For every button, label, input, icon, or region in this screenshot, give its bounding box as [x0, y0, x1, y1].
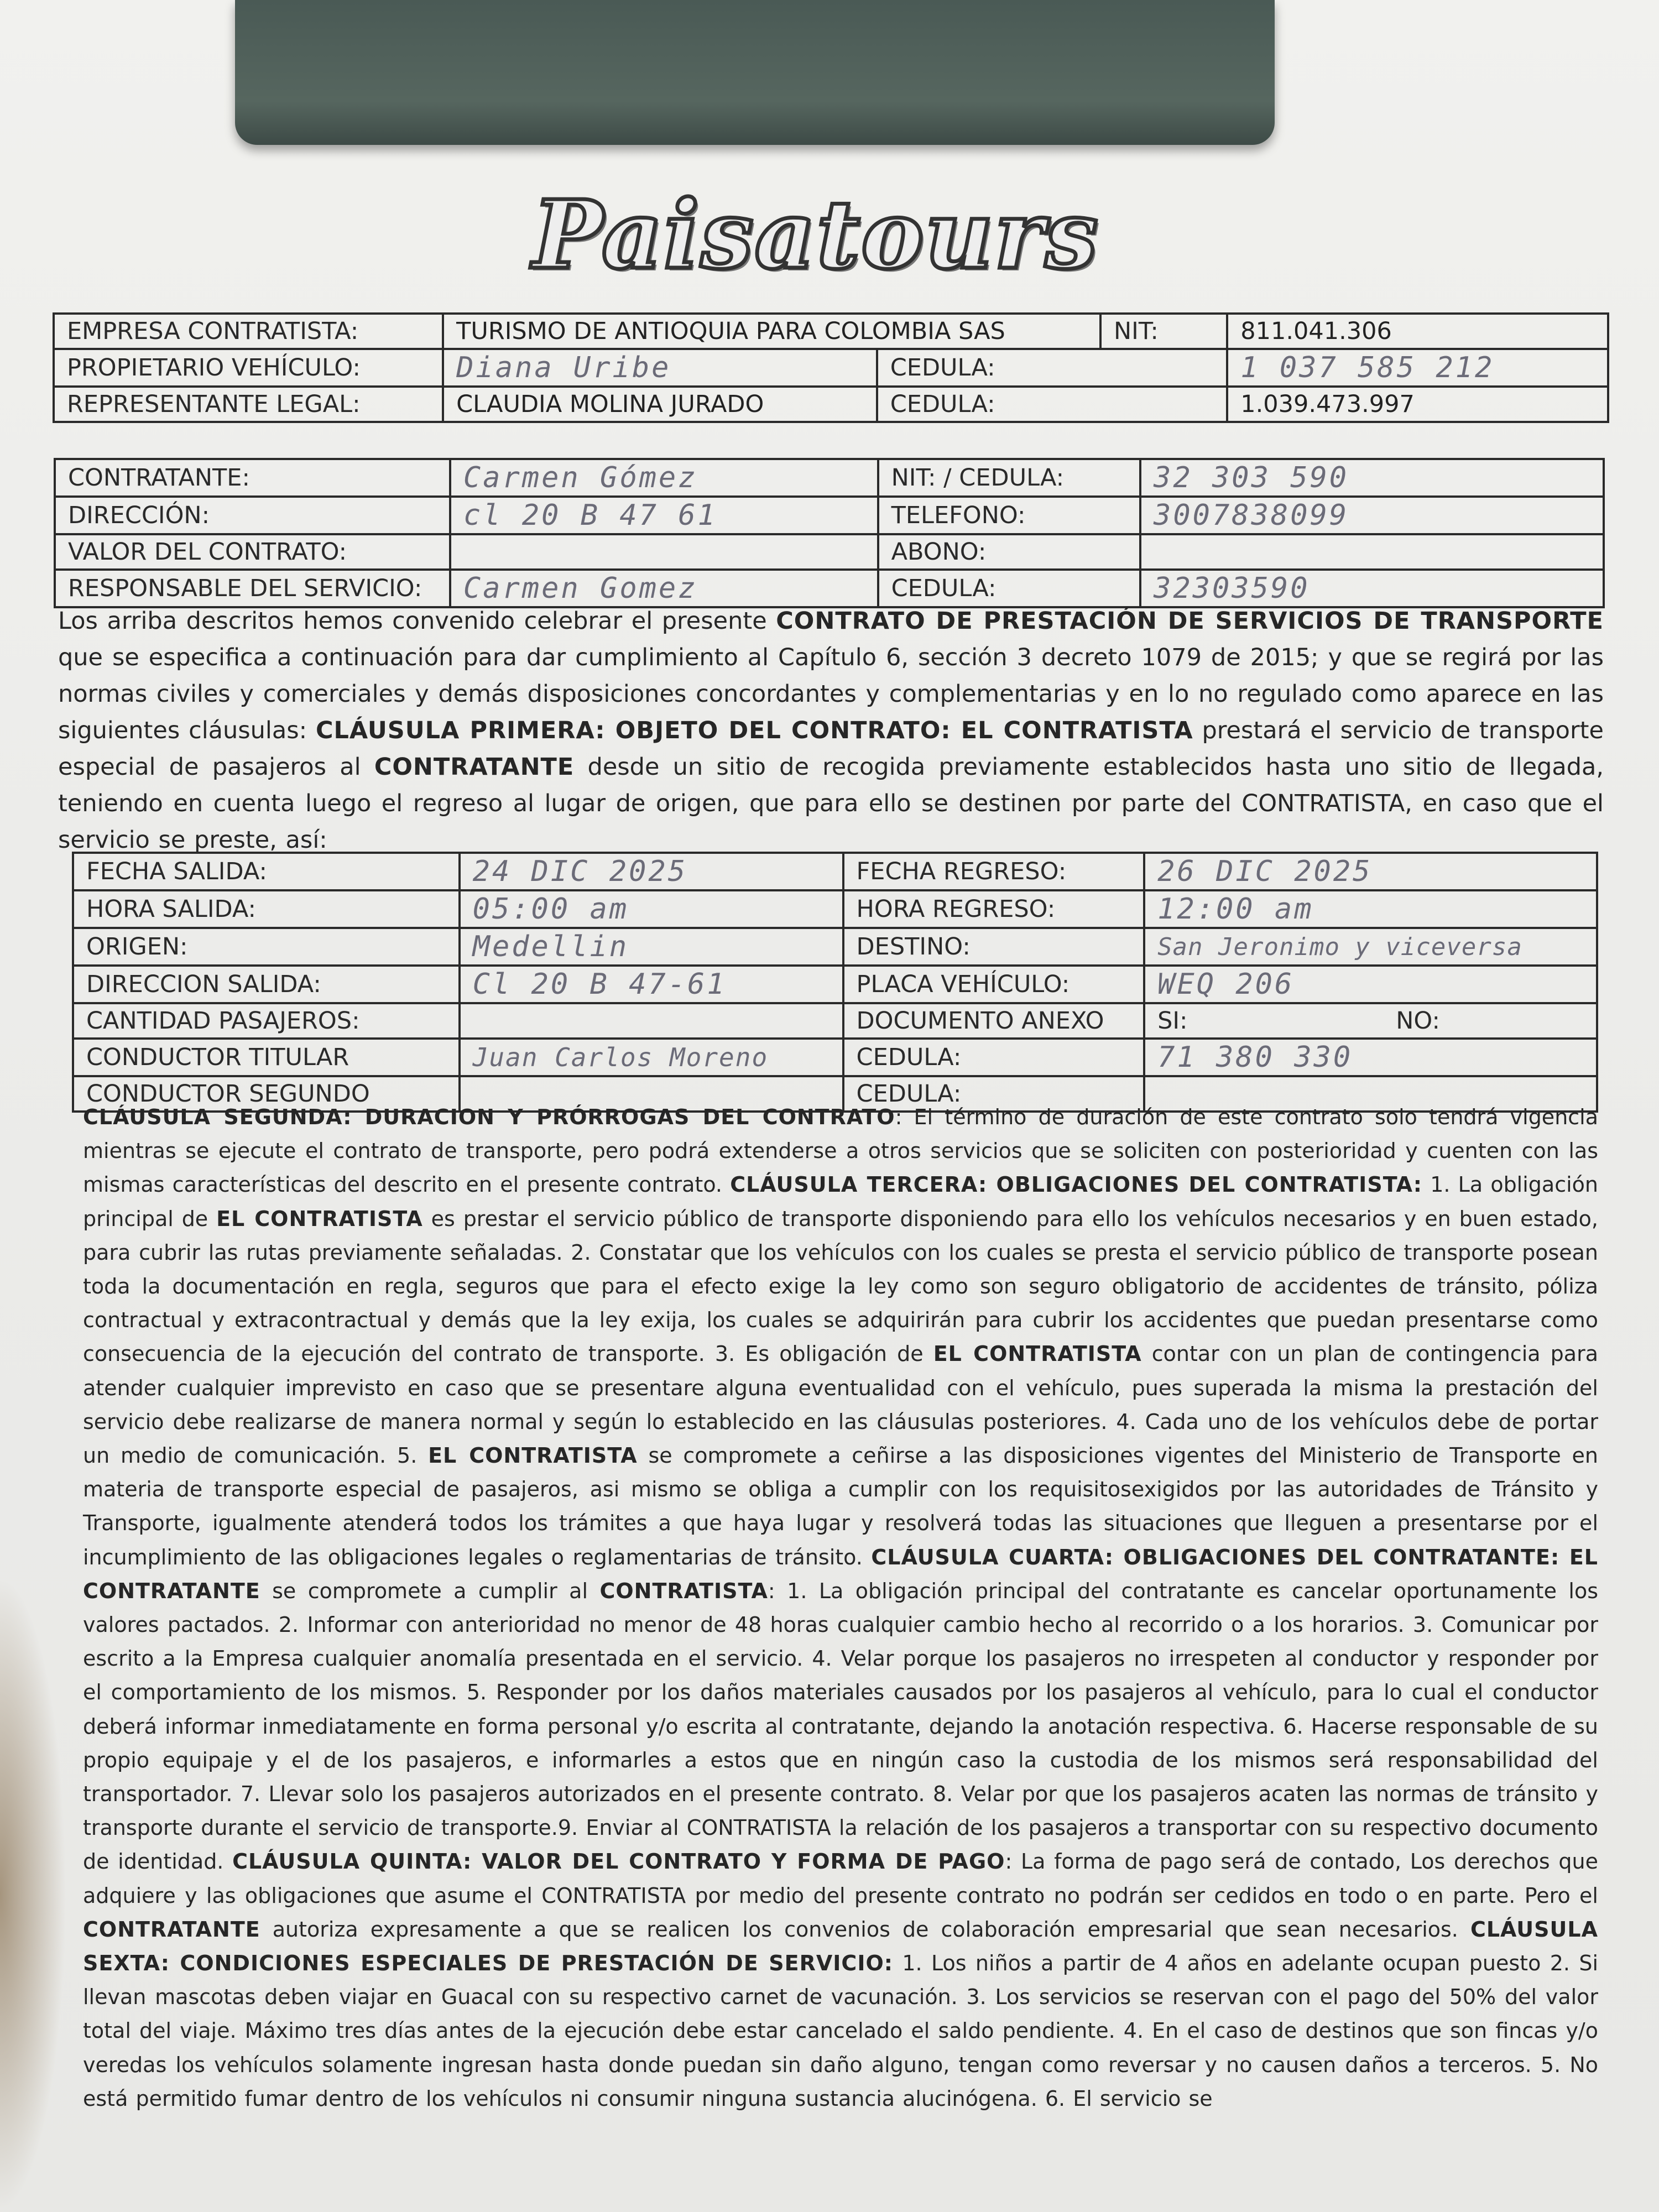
propietario-value: Diana Uribe — [443, 349, 877, 387]
clauses-paragraph — [83, 1100, 1598, 2116]
clause-heading: CLÁUSULA SEGUNDA: DURACION Y PRÓRROGAS DEL CONTRATO — [83, 1105, 895, 1129]
clause-text: contar con un plan de contingencia para atender cualquier imprevisto en caso que se presentare alguna eventualidad con el vehículo, pues superada la misma la prestación del servicio debe realizarse de manera normal y según lo establecido en las cláusulas posteriores. 4. Cada uno de los vehículos debe de portar un medio de comunicación. 5. — [83, 1342, 1598, 1468]
conductor-titular-cedula-label: CEDULA: — [843, 1039, 1145, 1076]
conductor-segundo-cedula-label: CEDULA: — [843, 1076, 1145, 1112]
clause-text: 1. Los niños a partir de 4 años en adelante ocupan puesto 2. Si llevan mascotas deben viajar en Guacal con su respectivo carnet de vacunación. 3. Los servicios se reservan con el pago del 50% del valor total del viaje. Máximo tres días antes de la ejecución debe estar cancelado el saldo pendiente. 4. En el caso de destinos que son fincas y/o veredas los vehículos solamente ingresan hasta donde puedan sin daño alguno, tengan como reversar y no causen daños a terceros. 5. No está permitido fumar dentro de los vehículos ni consumir ninguna sustancia alucinógena. 6. El servicio se — [83, 1951, 1599, 2111]
direccion-salida-value: Cl 20 B 47-61 — [460, 966, 843, 1003]
abono-label: ABONO: — [878, 534, 1140, 570]
documento-label: DOCUMENTO ANEXO — [843, 1003, 1145, 1039]
no-label: NO: — [1396, 1007, 1440, 1035]
table-row — [73, 890, 1597, 928]
clause-bold: EL CONTRATISTA — [216, 1206, 423, 1231]
clause-heading: CLÁUSULA CUARTA: OBLIGACIONES DEL CONTRATANTE: EL CONTRATANTE — [83, 1545, 1598, 1603]
representante-cedula-value: 1.039.473.997 — [1227, 387, 1608, 422]
fecha-salida-value: 24 DIC 2025 — [460, 853, 843, 890]
destino-label: DESTINO: — [843, 928, 1145, 966]
company-logo — [532, 166, 1099, 304]
representante-cedula-label: CEDULA: — [877, 387, 1228, 422]
conductor-titular-label: CONDUCTOR TITULAR — [73, 1039, 460, 1076]
fecha-regreso-label: FECHA REGRESO: — [843, 853, 1145, 890]
contratante-value: Carmen Gómez — [450, 459, 878, 497]
table-row — [55, 570, 1604, 607]
table-row — [55, 497, 1604, 534]
hora-salida-label: HORA SALIDA: — [73, 890, 460, 928]
table-row — [54, 387, 1608, 422]
clause-text: : La forma de pago será de contado, Los derechos que adquiere y las obligaciones que asume el CONTRATISTA por medio del presente contrato no podrán ser cedidos en todo o en parte. Pero el — [83, 1849, 1598, 1908]
cantidad-value — [460, 1003, 843, 1039]
intro-text: que se especifica a continuación para dar cumplimiento al Capítulo 6, sección 3 decreto 1079 de 2015; y que se regirá por las normas civiles y comerciales y demás disposiciones concordantes y complementarias y en lo no regulado como aparece en las siguientes cláusulas: — [58, 644, 1604, 744]
direccion-label: DIRECCIÓN: — [55, 497, 450, 534]
clause-bold: CONTRATISTA — [599, 1578, 768, 1603]
table-row — [54, 349, 1608, 387]
origen-label: ORIGEN: — [73, 928, 460, 966]
nit-cedula-label: NIT: / CEDULA: — [878, 459, 1140, 497]
conductor-titular-value: Juan Carlos Moreno — [460, 1039, 843, 1076]
table-row — [54, 314, 1608, 349]
conductor-segundo-label: CONDUCTOR SEGUNDO — [73, 1076, 460, 1112]
table-row — [73, 853, 1597, 890]
clause-text: autoriza expresamente a que se realicen los convenios de colaboración empresarial que sean necesarios. — [260, 1917, 1470, 1942]
hora-regreso-label: HORA REGRESO: — [843, 890, 1145, 928]
direccion-salida-label: DIRECCION SALIDA: — [73, 966, 460, 1003]
intro-text: prestará el servicio de transporte especial de pasajeros al — [58, 717, 1604, 781]
intro-paragraph — [58, 603, 1604, 858]
placa-value: WEQ 206 — [1144, 966, 1597, 1003]
placa-label: PLACA VEHÍCULO: — [843, 966, 1145, 1003]
fecha-regreso-value: 26 DIC 2025 — [1144, 853, 1597, 890]
clipboard-clip — [235, 0, 1275, 145]
origen-value: Medellin — [460, 928, 843, 966]
responsable-value: Carmen Gomez — [450, 570, 878, 607]
propietario-cedula-label: CEDULA: — [877, 349, 1228, 387]
destino-value: San Jeronimo y viceversa — [1144, 928, 1597, 966]
propietario-cedula-value: 1 037 585 212 — [1227, 349, 1608, 387]
table-row — [73, 1003, 1597, 1039]
client-table — [54, 458, 1605, 608]
clause-heading: CLÁUSULA TERCERA: OBLIGACIONES DEL CONTRATISTA: — [730, 1172, 1422, 1197]
intro-text: desde un sitio de recogida previamente establecidos hasta uno sitio de llegada, teniendo en cuenta luego el regreso al lugar de origen, que para ello se destinen por parte del CONTRATISTA, en caso que el servicio se preste, así: — [58, 753, 1604, 854]
responsable-label: RESPONSABLE DEL SERVICIO: — [55, 570, 450, 607]
table-row — [73, 966, 1597, 1003]
table-row — [55, 459, 1604, 497]
telefono-label: TELEFONO: — [878, 497, 1140, 534]
hora-regreso-value: 12:00 am — [1144, 890, 1597, 928]
clause-text: se compromete a ceñirse a las disposiciones vigentes del Ministerio de Transporte en materia de transporte especial de pasajeros, asi mismo se obliga a cumplir con los requisitosexigidos por las autoridades de Tránsito y Transporte, igualmente atenderá todos los trámites a que haya lugar y resolverá todas las situaciones que lleguen a presentarse por el incumplimiento de las obligaciones legales o reglamentarias de tránsito. — [83, 1443, 1598, 1569]
clause-text: : 1. La obligación principal del contratante es cancelar oportunamente los valores pactados. 2. Informar con anterioridad no menor de 48 horas cualquier cambio hecho al recorrido o a los horarios. 3. Comunicar por escrito a la Empresa cualquier anomalía presentada en el servicio. 4. Velar porque los pasajeros no irrespeten al conductor y responder por el comportamiento de los mismos. 5. Responder por los daños materiales causados por los pasajeros al vehículo, para lo cual el conductor deberá informar inmediatamente en forma personal y/o escrita al contratante, dejando la anotación respectiva. 6. Hacerse responsable de su propio equipaje y el de los pasajeros, e informarles a estos que en ningún caso la custodia de los mismos será responsabilidad del transportador. 7. Llevar solo los pasajeros autorizados en el presente contrato. 8. Velar por que los pasajeros acaten las normas de tránsito y transporte durante el servicio de transporte.9. Enviar al CONTRATISTA la relación de los pasajeros a transportar con su respectivo documento de identidad. — [83, 1578, 1598, 1874]
trip-table — [72, 852, 1598, 1113]
intro-bold: CONTRATO DE PRESTACIÓN DE SERVICIOS DE TRANSPORTE — [776, 607, 1604, 635]
clause-heading: CLÁUSULA PRIMERA: OBJETO DEL CONTRATO: EL CONTRATISTA — [315, 717, 1193, 744]
clause-text: es prestar el servicio público de transporte disponiendo para ello los vehículos necesarios y en buen estado, para cubrir las rutas previamente señaladas. 2. Constatar que los vehículos con los cuales se presta el servicio público de transporte posean toda la documentación en regla, seguros que para el efecto exige la ley como son seguro obligatorio de accidentes de tránsito, póliza contractual y extracontractual y demás que la ley exija, los cuales se adquirirán para cubrir los accidentes que puedan presentarse como consecuencia de la ejecución del contrato de transporte. 3. Es obligación de — [83, 1206, 1598, 1366]
abono-value — [1140, 534, 1604, 570]
table-row — [73, 1039, 1597, 1076]
cantidad-label: CANTIDAD PASAJEROS: — [73, 1003, 460, 1039]
hora-salida-value: 05:00 am — [460, 890, 843, 928]
clause-text: : El término de duración de este contrato solo tendrá vigencia mientras se ejecute el contrato de transporte, pero podrá extenderse a otros servicios que se soliciten con posterioridad y cuenten con las mismas características del descrito en el presente contrato. — [83, 1105, 1599, 1197]
conductor-titular-cedula-value: 71 380 330 — [1144, 1039, 1597, 1076]
intro-bold: CONTRATANTE — [374, 753, 575, 781]
contratante-label: CONTRATANTE: — [55, 459, 450, 497]
nit-label: NIT: — [1100, 314, 1227, 349]
company-table — [53, 312, 1609, 423]
contratista-label: EMPRESA CONTRATISTA: — [54, 314, 443, 349]
fecha-salida-label: FECHA SALIDA: — [73, 853, 460, 890]
telefono-value: 3007838099 — [1140, 497, 1604, 534]
clause-text: se compromete a cumplir al — [260, 1578, 600, 1603]
representante-label: REPRESENTANTE LEGAL: — [54, 387, 443, 422]
propietario-label: PROPIETARIO VEHÍCULO: — [54, 349, 443, 387]
responsable-cedula-value: 32303590 — [1140, 570, 1604, 607]
table-row — [55, 534, 1604, 570]
clause-heading: CLÁUSULA QUINTA: VALOR DEL CONTRATO Y FORMA DE PAGO — [232, 1849, 1005, 1874]
clause-bold: EL CONTRATISTA — [933, 1342, 1142, 1366]
nit-value: 811.041.306 — [1227, 314, 1608, 349]
nit-cedula-value: 32 303 590 — [1140, 459, 1604, 497]
si-label: SI: — [1157, 1007, 1188, 1035]
representante-value: CLAUDIA MOLINA JURADO — [443, 387, 877, 422]
clause-bold: CONTRATANTE — [83, 1917, 260, 1942]
direccion-value: cl 20 B 47 61 — [450, 497, 878, 534]
responsable-cedula-label: CEDULA: — [878, 570, 1140, 607]
table-row — [73, 928, 1597, 966]
clause-bold: EL CONTRATISTA — [428, 1443, 638, 1468]
intro-text: Los arriba descritos hemos convenido celebrar el presente — [58, 607, 776, 635]
clause-text: 1. La obligación principal de — [83, 1172, 1598, 1231]
documento-sino — [1144, 1003, 1597, 1039]
valor-label: VALOR DEL CONTRATO: — [55, 534, 450, 570]
logo-text: Paisatours — [532, 180, 1099, 290]
valor-value — [450, 534, 878, 570]
contratista-value: TURISMO DE ANTIOQUIA PARA COLOMBIA SAS — [443, 314, 1100, 349]
clause-heading: CLÁUSULA SEXTA: CONDICIONES ESPECIALES DE PRESTACIÓN DE SERVICIO: — [83, 1917, 1598, 1976]
